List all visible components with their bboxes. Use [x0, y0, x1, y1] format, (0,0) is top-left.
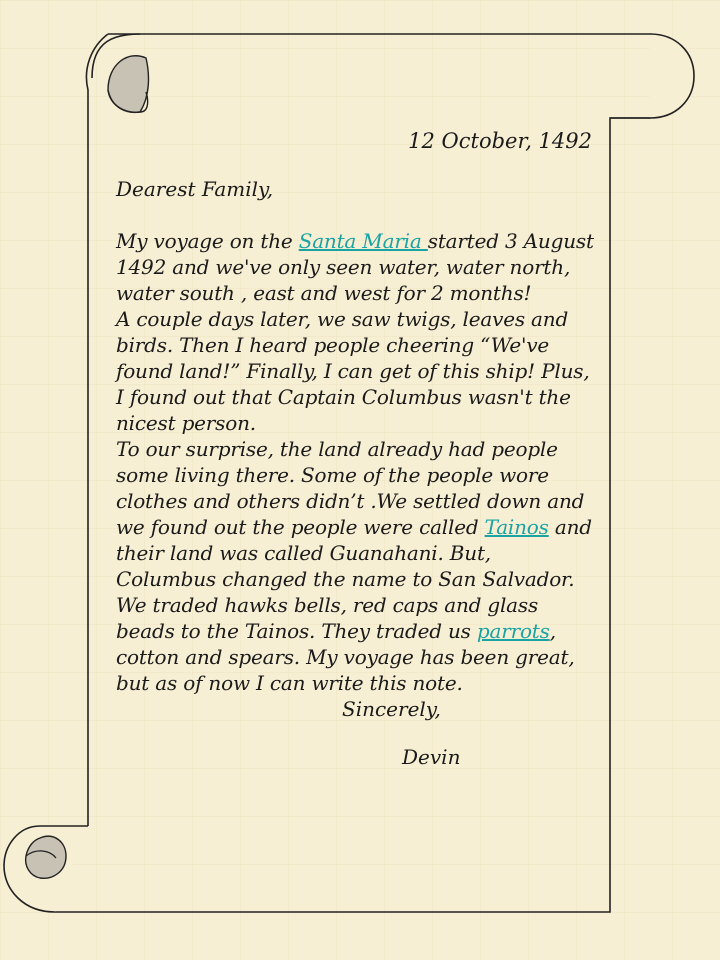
letter-closing: Sincerely,	[342, 697, 441, 721]
letter-signature: Devin	[402, 745, 461, 769]
santa-maria-link[interactable]: Santa Maria	[298, 229, 428, 253]
tainos-link[interactable]: Tainos	[484, 515, 549, 539]
paragraph-3-middle: and their land was called Guanahani. But, Columbus changed the name to San Salvador. We traded hawks bells, red caps and glass beads to the Tainos. They traded us	[116, 515, 592, 643]
bottom-left-curl	[4, 826, 88, 912]
letter-greeting: Dearest Family,	[116, 177, 274, 201]
paragraph-3-start: To our surprise, the land already had people some living there. Some of the people wore clothes and others didn’t .We settled down and we found out the people were called	[116, 437, 585, 539]
letter-date: 12 October, 1492	[408, 129, 592, 153]
letter-body	[116, 128, 596, 770]
paragraph-1-end: started 3 August 1492 and we've only seen water, water north, water south , east and west for 2 months!	[116, 229, 594, 305]
parrots-link[interactable]: parrots	[476, 619, 550, 643]
paragraph-2: A couple days later, we saw twigs, leaves and birds. Then I heard people cheering “We've found land!” Finally, I can get of this ship! Plus, I found out that Captain Columbus wasn't the nicest person.	[116, 307, 590, 435]
paragraph-3	[116, 436, 596, 696]
paragraph-1-start: My voyage on the	[116, 229, 299, 253]
letter-text	[116, 228, 596, 696]
paragraph-1	[116, 228, 596, 306]
top-right-curl	[610, 34, 694, 118]
paragraph-3-end: , cotton and spears. My voyage has been great, but as of now I can write this note.	[116, 619, 575, 695]
top-left-curl	[92, 34, 148, 112]
